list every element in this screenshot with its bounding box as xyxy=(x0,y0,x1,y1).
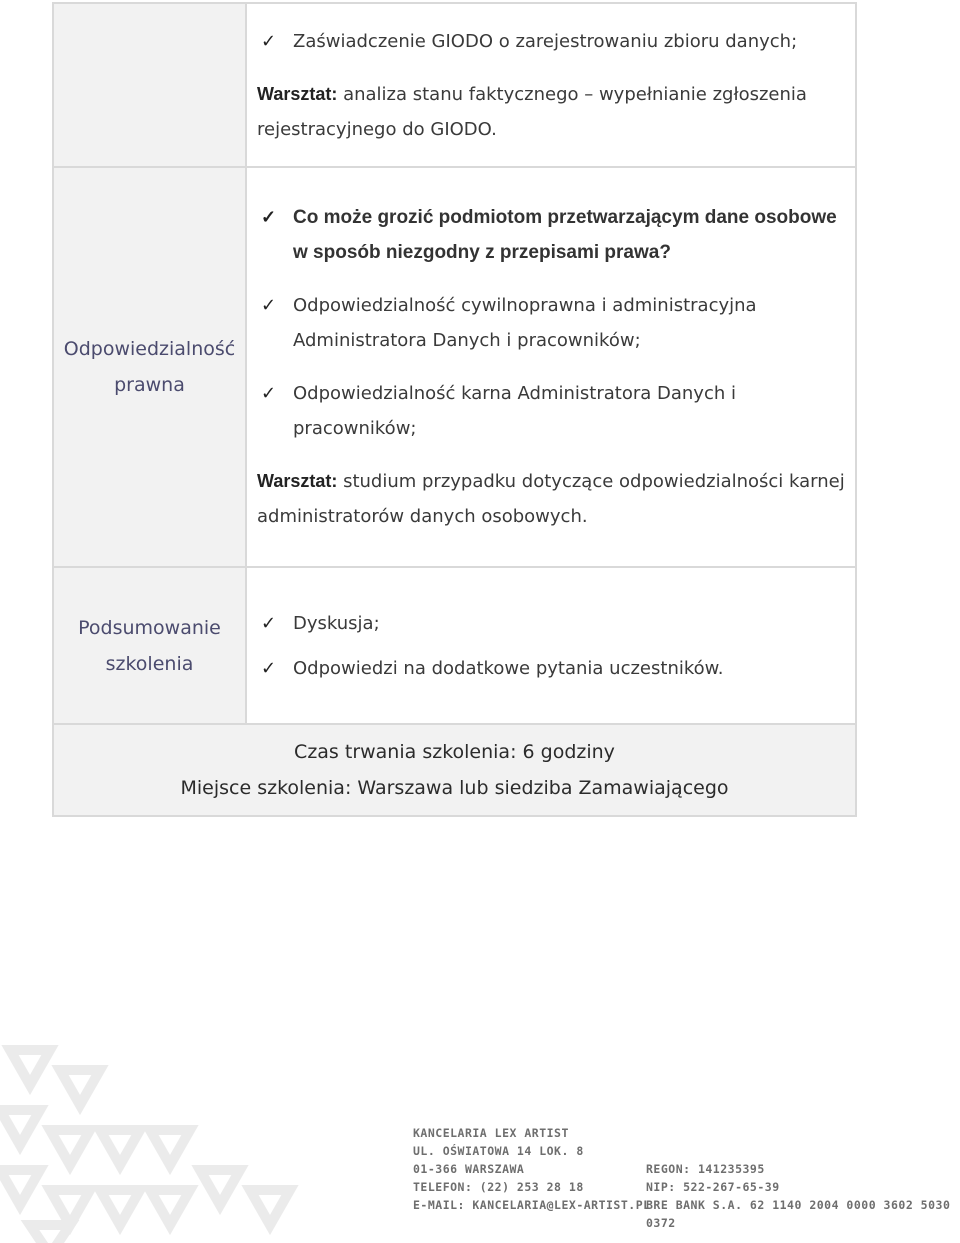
row-summary xyxy=(53,567,856,724)
row-giodo xyxy=(53,3,856,167)
workshop-note: Warsztat: studium przypadku dotyczące odpowiedzialności karnej administratorów danych osobowych. xyxy=(257,471,845,527)
check-icon: ✓ xyxy=(261,295,277,316)
workshop-note: Warsztat: analiza stanu faktycznego – wypełnianie zgłoszenia rejestracyjnego do GIODO. xyxy=(257,83,807,140)
list-item: ✓ Odpowiedzialność cywilnoprawna i administracyjna Administratora Danych i pracowników; xyxy=(257,288,845,358)
location-text: Miejsce szkolenia: Warszawa lub siedziba Zamawiającego xyxy=(180,777,729,799)
list-item: ✓ Odpowiedzialność karna Administratora Danych i pracowników; xyxy=(257,376,845,446)
training-program-table xyxy=(52,2,857,817)
row-label: Odpowiedzialność prawna xyxy=(53,167,246,567)
row-content xyxy=(246,567,856,724)
check-icon: ✓ xyxy=(261,657,277,679)
row-legal-liability xyxy=(53,167,856,567)
footer-company-ids: REGON: 141235395 NIP: 522-267-65-39 BRE BANK S.A. 62 1140 2004 0000 3602 5030 0372 xyxy=(646,1162,951,1230)
triangle-logo-watermark xyxy=(0,1040,320,1243)
row-content xyxy=(246,167,856,567)
list-item: ✓ Dyskusja; xyxy=(257,606,845,641)
row-label: Podsumowanie szkolenia xyxy=(53,567,246,724)
section-heading: ✓ Co może grozić podmiotom przetwarzającym dane osobowe w sposób niezgodny z przepisami prawa? xyxy=(257,200,845,270)
check-icon: ✓ xyxy=(261,612,277,634)
list-item: ✓ Odpowiedzi na dodatkowe pytania uczestników. xyxy=(257,651,845,686)
summary-cell xyxy=(53,724,856,816)
footer-address: KANCELARIA LEX ARTIST UL. OŚWIATOWA 14 LOK. 8 01-366 WARSZAWA TELEFON: (22) 253 28 18 E-MAIL: KANCELARIA@LEX-ARTIST.PL xyxy=(413,1126,651,1212)
duration-text: Czas trwania szkolenia: 6 godziny xyxy=(294,741,615,763)
check-icon: ✓ xyxy=(261,383,277,404)
check-icon: ✓ xyxy=(261,30,277,52)
row-duration-location xyxy=(53,724,856,816)
row-content xyxy=(246,3,856,167)
list-item: ✓ Zaświadczenie GIODO o zarejestrowaniu zbioru danych; xyxy=(257,24,845,59)
check-icon: ✓ xyxy=(261,207,277,227)
row-label-empty xyxy=(53,3,246,167)
